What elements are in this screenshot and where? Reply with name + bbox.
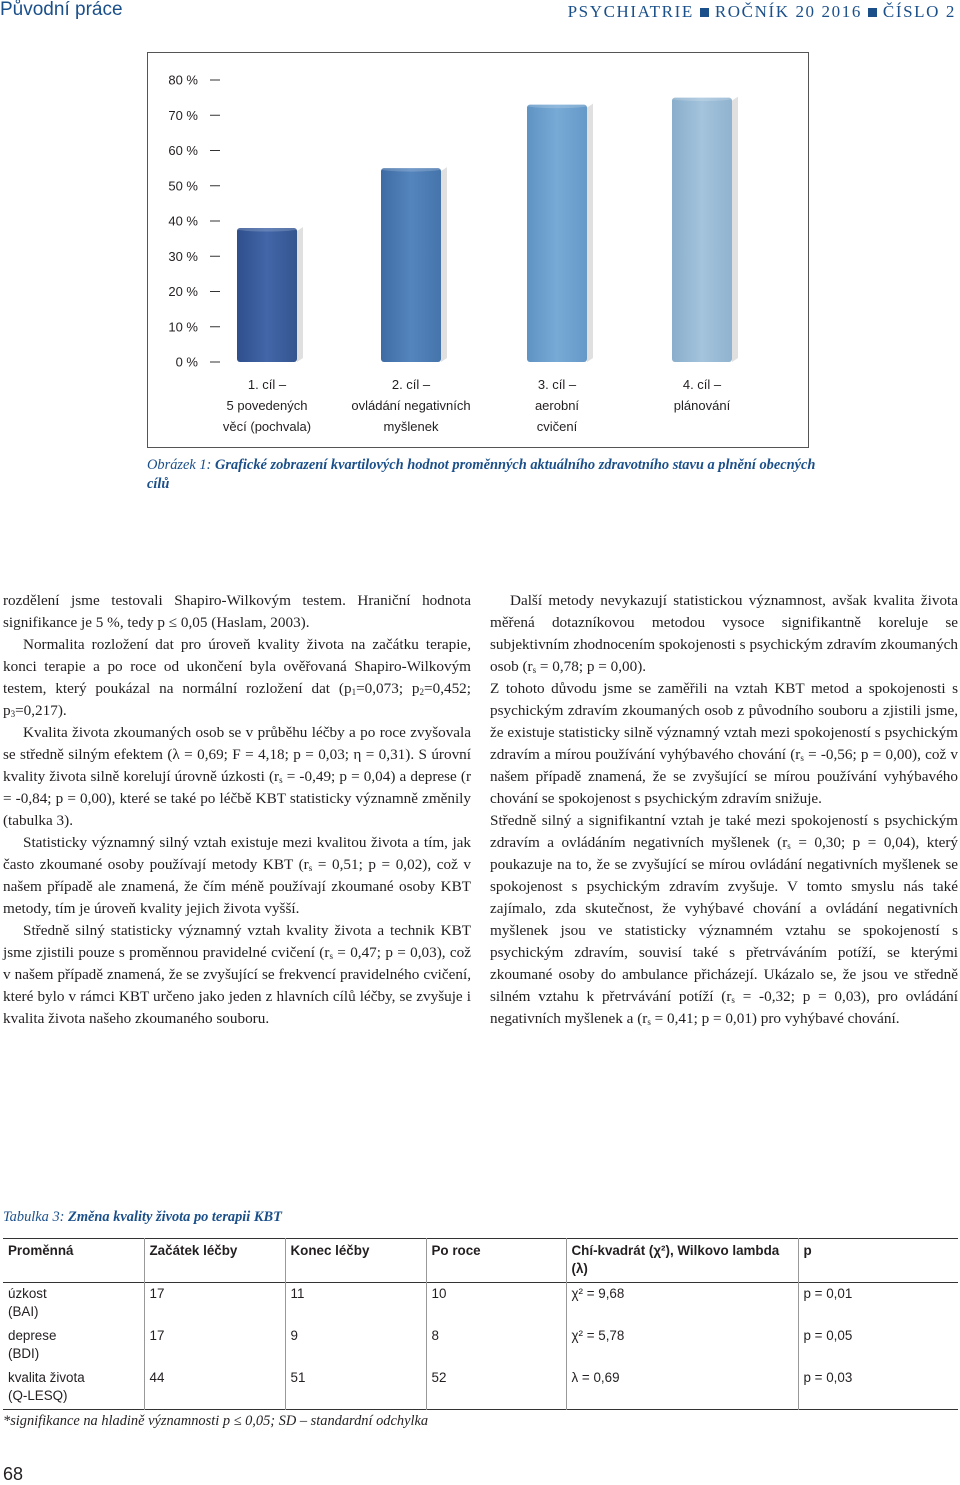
x-category-label: ovládání negativních	[351, 398, 471, 413]
cell-p: p = 0,05	[798, 1325, 958, 1367]
y-tick-label: 20 %	[168, 284, 198, 299]
table-row	[3, 1325, 958, 1367]
x-category-label: věcí (pochvala)	[222, 419, 312, 434]
paragraph: Středně silný a signifikantní vztah je také mezi spokojeností s psychickým zdravím a ovládáním negativních myšlenek ($r_s = 0,30$; p = 0,04), který poukazuje na to, že se zvyšující se mírou ovládání negativních myšlenek se spokojenost s psychickým zdravím zvyšuje. V tomto smyslu nás také zajímalo, zda skutečnost, že vyhýbavé chování a ovládání negativních myšlenek jsou ve statisticky významném vztahu se spokojeností s psychickým zdravím, souvisí také s přetrváváním potíží, se kterými zkoumané osoby do ambulance přicházejí. Ukázalo se, že jsou ve středně silném vztahu k přetrvávání potíží ($r_s = -0,32$; p = 0,03), pro ovládání negativních myšlenek a ($r_s = 0,41$; p = 0,01) pro vyhýbavé chování.	[490, 812, 958, 1027]
separator-square-icon	[700, 8, 709, 17]
cell-start: 44	[144, 1367, 285, 1410]
paragraph: Normalita rozložení dat pro úroveň kvality života na začátku terapie, konci terapie a po roce od ukončení byla ověřovaná Shapiro-Wilkovým testem, který poukázal na normální rozložení dat ($p_1=0,073$; $p_2=0,452$; $p_3=0,217$).	[3, 636, 471, 719]
journal-name: PSYCHIATRIE	[567, 2, 694, 21]
journal-volume: ROČNÍK 20	[714, 2, 816, 21]
figure-caption	[147, 456, 819, 494]
table-caption	[3, 1209, 282, 1226]
cell-stat: χ² = 5,78	[566, 1325, 798, 1367]
bar-top-highlight	[672, 96, 732, 101]
bar-shadow	[441, 167, 447, 362]
text-column-left	[3, 590, 471, 1030]
column-header: Konec léčby	[285, 1239, 426, 1283]
paragraph: Další metody nevykazují statistickou významnost, avšak kvalita života měřená dotazníkovou metodou vysoce signifikantně koreluje se subjektivním zhodnocením spokojenosti s psychickým zdravím zkoumaných osob ($r_s = 0,78$; p = 0,00).	[490, 592, 958, 675]
table-footnote: *signifikance na hladině významnosti p ≤ 0,05; SD – standardní odchylka	[3, 1413, 429, 1429]
cell-variable: deprese (BDI)	[8, 1328, 57, 1361]
cell-stat: λ = 0,69	[566, 1367, 798, 1410]
bar-shadow	[732, 97, 738, 362]
cell-start: 17	[144, 1283, 285, 1326]
y-tick-label: 80 %	[168, 72, 198, 88]
cell-end: 9	[285, 1325, 426, 1367]
x-category-label: cvičení	[536, 419, 578, 434]
cell-variable: úzkost (BAI)	[8, 1286, 47, 1319]
bar-chart	[148, 53, 808, 447]
cell-p: p = 0,01	[798, 1283, 958, 1326]
y-tick-label: 70 %	[168, 107, 198, 123]
journal-year: 2016	[821, 2, 862, 21]
x-category-label: 1. cíl –	[247, 377, 287, 392]
text-column-right	[490, 590, 958, 1030]
cell-year: 8	[426, 1325, 566, 1367]
bar	[381, 168, 441, 362]
cell-stat: χ² = 9,68	[566, 1283, 798, 1326]
figure-frame	[147, 52, 809, 448]
bar-shadow	[297, 227, 303, 362]
bar	[527, 105, 587, 362]
journal-header	[568, 2, 956, 22]
table-row	[3, 1367, 958, 1410]
column-header: Začátek léčby	[144, 1239, 285, 1283]
page-number: 68	[3, 1464, 24, 1484]
bar-shadow	[587, 104, 593, 362]
bar-top-highlight	[237, 227, 297, 232]
column-header: Chí-kvadrát (χ²), Wilkovo lambda (λ)	[566, 1239, 798, 1283]
x-category-label: 3. cíl –	[537, 377, 577, 392]
table-caption-title: Změna kvality života po terapii KBT	[68, 1209, 282, 1225]
bar	[672, 98, 732, 362]
journal-issue: ČÍSLO 2	[882, 2, 956, 21]
column-header: Proměnná	[8, 1243, 74, 1258]
x-category-label: 2. cíl –	[391, 377, 431, 392]
column-header: p	[798, 1239, 958, 1283]
figure-caption-label: Obrázek 1:	[147, 457, 212, 473]
x-category-label: 4. cíl –	[682, 377, 722, 392]
y-tick-label: 50 %	[168, 178, 198, 194]
bar	[237, 228, 297, 362]
paragraph: Středně silný statisticky významný vztah kvality života a technik KBT jsme zjistili pouze s proměnnou pravidelné cvičení ($r_s = 0,47$; p = 0,03), což v našem případě znamená, že se zvyšující se frekvencí pravidelného cvičení, které bylo v rámci KBT určeno jako jeden z hlavních cílů léčby, se zvyšuje i kvalita života našeho zkoumaného souboru.	[3, 922, 472, 1027]
y-tick-label: 40 %	[168, 213, 198, 229]
x-category-label: plánování	[673, 398, 731, 413]
figure-caption-title: Grafické zobrazení kvartilových hodnot proměnných aktuálního zdravotního stavu a plnění obecných cílů	[147, 457, 816, 492]
cell-year: 10	[426, 1283, 566, 1326]
bar-top-highlight	[381, 167, 441, 172]
bar-top-highlight	[527, 103, 587, 108]
results-table	[3, 1238, 958, 1410]
paragraph: rozdělení jsme testovali Shapiro-Wilkovým testem. Hraniční hodnota signifikance je 5 %, tedy p ≤ 0,05 (Haslam, 2003).	[3, 592, 471, 631]
table-row	[3, 1283, 958, 1326]
cell-start: 17	[144, 1325, 285, 1367]
cell-variable: kvalita života (Q-LESQ)	[8, 1370, 85, 1403]
paragraph: Kvalita života zkoumaných osob se v průběhu léčby a po roce zvyšovala se středně silným efektem (λ = 0,69; F = 4,18; p = 0,03; η = 0,31). S úrovní kvality života silně korelují úrovně úzkosti ($r_s = -0,49$; p = 0,04) a deprese (r = -0,84; p = 0,00), které se také po léčbě KBT statisticky významně změnily (tabulka 3).	[3, 724, 472, 829]
y-tick-label: 0 %	[175, 354, 198, 370]
y-tick-label: 10 %	[168, 319, 198, 335]
cell-year: 52	[426, 1367, 566, 1410]
table-header-row	[3, 1239, 958, 1283]
x-category-label: myšlenek	[383, 419, 439, 434]
cell-end: 51	[285, 1367, 426, 1410]
separator-square-icon	[868, 8, 877, 17]
paragraph: Z tohoto důvodu jsme se zaměřili na vztah KBT metod a spokojenosti s psychickým zdravím zkoumaných osob z původního souboru a zjistili jsme, že existuje statisticky silně významný vztah mezi spokojeností s psychickým zdravím a mírou používání vyhýbavého chování ($r_s = -0,56$; p = 0,00), což v našem případě znamená, že se zvyšující se mírou používání vyhýbavého chování se spokojenost s psychickým zdravím snižuje.	[490, 680, 958, 807]
y-tick-label: 30 %	[168, 248, 198, 264]
y-tick-label: 60 %	[168, 143, 198, 158]
x-category-label: 5 povedených	[226, 398, 308, 413]
x-category-label: aerobní	[534, 398, 580, 413]
paragraph: Statisticky významný silný vztah existuje mezi kvalitou života a tím, jak často zkoumané osoby používají metody KBT ($r_s = 0,51$; p = 0,02), což v našem případě ale znamená, že čím méně používají zkoumané osoby KBT metody, tím je úroveň kvality jejich života vyšší.	[3, 834, 471, 917]
section-label: Původní práce	[0, 0, 123, 20]
column-header: Po roce	[426, 1239, 566, 1283]
cell-p: p = 0,03	[798, 1367, 958, 1410]
cell-end: 11	[285, 1283, 426, 1326]
table-caption-label: Tabulka 3:	[3, 1209, 65, 1225]
